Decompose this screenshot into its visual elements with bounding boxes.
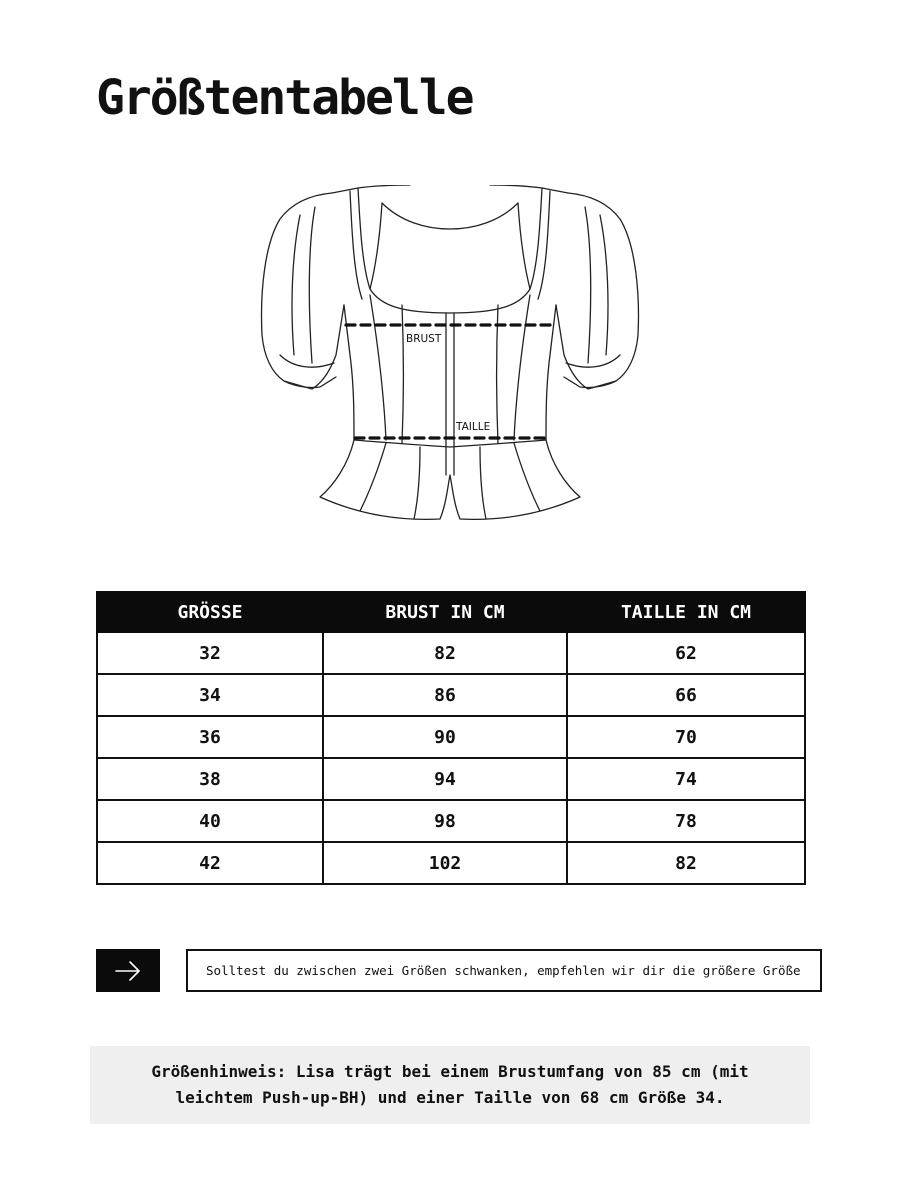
column-header-groesse: GRÖSSE [97,592,323,632]
cell-taille: 62 [567,632,805,674]
cell-brust: 102 [323,842,567,884]
column-header-taille: TAILLE IN CM [567,592,805,632]
cell-brust: 94 [323,758,567,800]
cell-brust: 86 [323,674,567,716]
size-note-text [120,1059,780,1111]
cell-taille: 82 [567,842,805,884]
cell-brust: 90 [323,716,567,758]
cell-brust: 82 [323,632,567,674]
table-row [97,674,805,716]
size-tip [186,949,822,992]
cell-taille: 74 [567,758,805,800]
cell-size: 38 [97,758,323,800]
size-note-line-2: leichtem Push-up-BH) und einer Taille von 68 cm Größe 34. [175,1088,725,1107]
table-row [97,758,805,800]
size-tip-text: Solltest du zwischen zwei Größen schwanken, empfehlen wir dir die größere Größe [206,963,801,978]
cell-taille: 78 [567,800,805,842]
cell-taille: 66 [567,674,805,716]
taille-label: TAILLE [456,421,491,433]
cell-size: 40 [97,800,323,842]
cell-size: 42 [97,842,323,884]
column-header-brust: BRUST IN CM [323,592,567,632]
cell-size: 36 [97,716,323,758]
bodice-illustration [250,185,650,530]
page-title: Größtentabelle [96,70,473,126]
cell-brust: 98 [323,800,567,842]
table-row [97,716,805,758]
table-row [97,842,805,884]
table-row [97,632,805,674]
table-row [97,800,805,842]
arrow-right-icon [96,949,160,992]
cell-size: 34 [97,674,323,716]
size-table [96,591,806,885]
brust-label: BRUST [406,333,442,345]
cell-taille: 70 [567,716,805,758]
table-header-row [97,592,805,632]
size-note-line-1: Größenhinweis: Lisa trägt bei einem Brustumfang von 85 cm (mit [151,1062,749,1081]
size-note [90,1046,810,1124]
cell-size: 32 [97,632,323,674]
